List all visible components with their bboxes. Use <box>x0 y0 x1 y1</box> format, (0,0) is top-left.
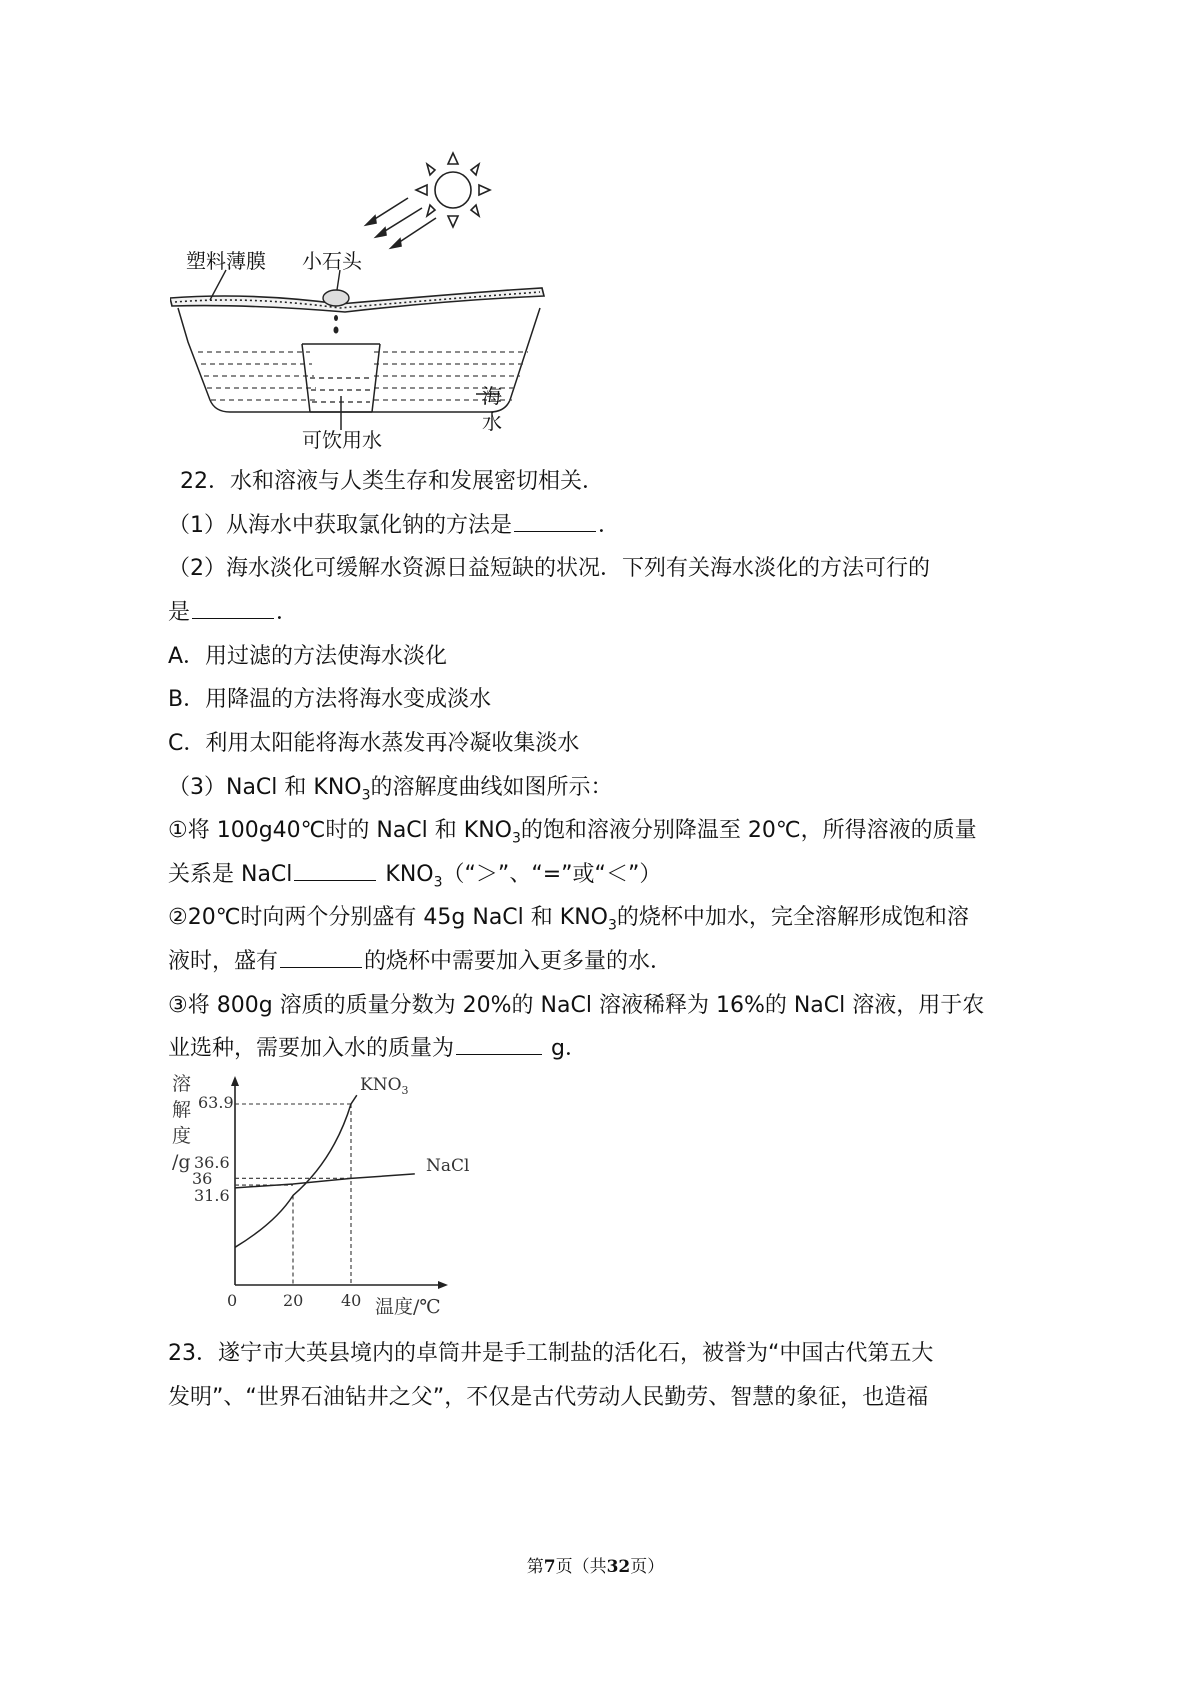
page-number: 7 <box>543 1557 556 1577</box>
series-label-nacl: NaCl <box>426 1156 470 1176</box>
label-drinking-water: 可饮用水 <box>302 428 382 452</box>
sun-icon <box>416 153 490 227</box>
y-axis-arrow <box>231 1076 239 1086</box>
seawater-hatching <box>198 352 528 400</box>
q22-sub1-line1: ①将 100g40℃时的 NaCl 和 $KNO_3$的饱和溶液分别降温至 20℃，所得溶液的质量 <box>168 818 977 847</box>
x-tick-label: 40 <box>341 1291 362 1310</box>
q22-sub3-line2: 业选种，需要加入水的质量为 g． <box>168 1036 587 1061</box>
x-tick-label: 20 <box>283 1291 304 1310</box>
y-axis-label-char: /g <box>172 1151 191 1173</box>
q22-intro: 22．水和溶液与人类生存和发展密切相关． <box>180 469 604 494</box>
solubility-chart <box>160 1068 490 1318</box>
label-seawater-1: 海 <box>482 384 502 408</box>
label-seawater-2: 水 <box>482 410 502 434</box>
option-a: A．用过滤的方法使海水淡化 <box>168 644 448 669</box>
q22-part3: （3）NaCl 和 $KNO_3$的溶解度曲线如图所示： <box>168 775 613 804</box>
plastic-film <box>170 288 544 312</box>
series-label-kno3: $KNO_3$ <box>360 1075 409 1097</box>
label-plastic-film: 塑料薄膜 <box>186 249 266 273</box>
y-axis-label-char: 度 <box>172 1125 192 1147</box>
q22-sub2-line1: ②20℃时向两个分别盛有 45g NaCl 和 $KNO_3$的烧杯中加水，完全溶解形成饱和溶 <box>168 905 969 934</box>
answer-blank[interactable] <box>192 600 274 619</box>
answer-blank[interactable] <box>294 862 376 881</box>
collecting-cup <box>302 344 380 430</box>
option-b: B．用降温的方法将海水变成淡水 <box>168 687 492 712</box>
series-line-kno3 <box>235 1095 357 1247</box>
q23-line1: 23．遂宁市大英县境内的卓筒井是手工制盐的活化石，被誉为“中国古代第五大 <box>168 1341 934 1366</box>
chart-ylabel <box>172 1073 191 1173</box>
x-axis-arrow <box>438 1281 448 1289</box>
q22-sub1-line2: 关系是 NaCl $KNO_3(“>$”、“=”或“＜”） <box>168 862 662 891</box>
q22-part1: （1）从海水中获取氯化钠的方法是 ． <box>168 513 621 538</box>
q23-line2: 发明”、“世界石油钻井之父”，不仅是古代劳动人民勤劳、智慧的象征，也造福 <box>168 1385 929 1410</box>
option-c: C．利用太阳能将海水蒸发再冷凝收集淡水 <box>168 731 580 756</box>
chart-tick-labels <box>192 1093 361 1310</box>
chart-axes <box>231 1076 448 1318</box>
answer-blank[interactable] <box>456 1036 542 1055</box>
x-axis-label: 温度/℃ <box>375 1296 441 1318</box>
y-tick-label: 36 <box>192 1169 213 1188</box>
series-label-kno3-sub: 3 <box>401 1084 409 1097</box>
label-small-stone: 小石头 <box>302 249 362 273</box>
y-tick-label: 36.6 <box>194 1153 230 1172</box>
y-axis-label-char: 溶 <box>172 1073 192 1095</box>
page-footer: 第7页（共32页） <box>526 1557 665 1577</box>
small-stone <box>323 290 349 306</box>
total-pages: 32 <box>606 1557 631 1577</box>
q22-part2-line2: 是 ． <box>168 600 299 625</box>
chart-series <box>235 1075 469 1247</box>
series-line-nacl <box>235 1174 415 1188</box>
x-tick-label: 0 <box>227 1291 238 1310</box>
q22-part2-line1: （2）海水淡化可缓解水资源日益短缺的状况．下列有关海水淡化的方法可行的 <box>168 556 930 581</box>
sunlight-arrows <box>366 198 436 248</box>
answer-blank[interactable] <box>514 513 596 532</box>
q22-sub2-line2: 液时，盛有 的烧杯中需要加入更多量的水． <box>168 949 673 974</box>
y-tick-label: 63.9 <box>198 1093 234 1112</box>
q22-sub3-line1: ③将 800g 溶质的质量分数为 20%的 NaCl 溶液稀释为 16%的 NaCl 溶液，用于农 <box>168 993 985 1018</box>
water-droplets <box>334 315 339 334</box>
y-axis-label-char: 解 <box>172 1099 192 1121</box>
y-tick-label: 31.6 <box>194 1186 230 1205</box>
answer-blank[interactable] <box>280 949 362 968</box>
